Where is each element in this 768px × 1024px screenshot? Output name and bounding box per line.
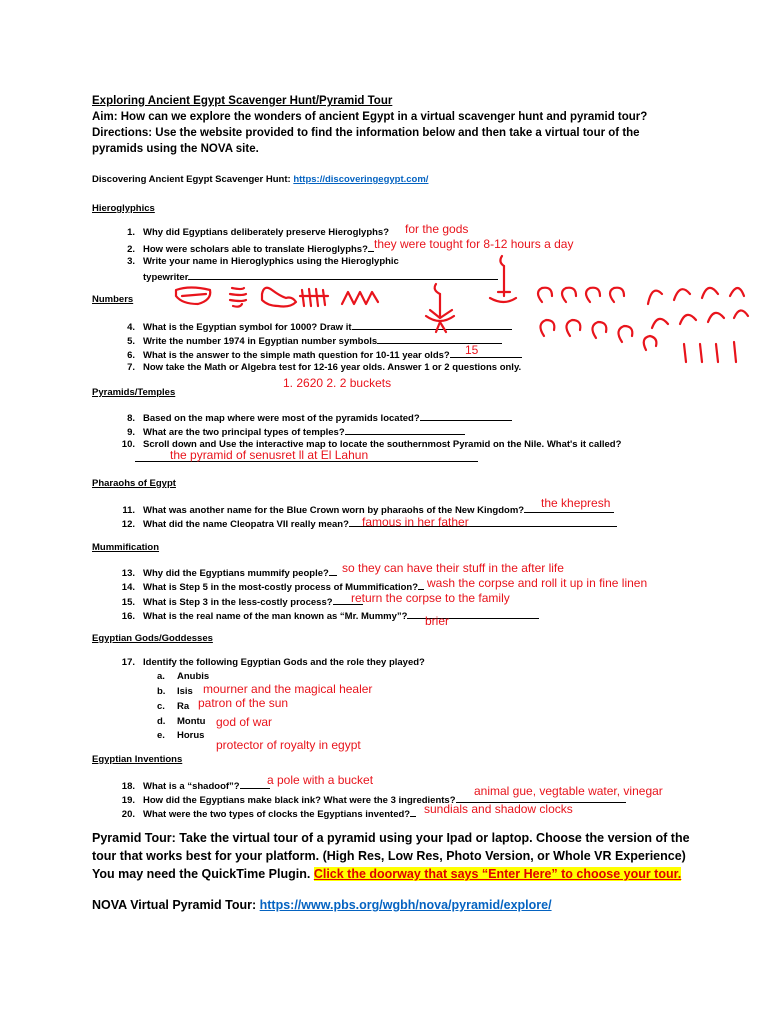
god-b: b. Isis [157, 686, 193, 697]
god-c: c. Ra [157, 701, 190, 712]
nova-link[interactable]: https://www.pbs.org/wgbh/nova/pyramid/explore/ [259, 898, 552, 912]
answer-7: 1. 2620 2. 2 buckets [283, 376, 392, 390]
question-3: 3. Write your name in Hieroglyphics using the Hieroglyphic [127, 256, 399, 267]
answer-ra: patron of the sun [198, 696, 289, 710]
question-7: 7. Now take the Math or Algebra test for 12-16 year olds. Answer 1 or 2 questions only. [127, 362, 522, 373]
question-6: 6. What is the answer to the simple math question for 10-11 year olds? [113, 348, 522, 361]
question-16: 16. What is the real name of the man known as “Mr. Mummy”? [113, 609, 539, 622]
nova-label: NOVA Virtual Pyramid Tour: [92, 898, 260, 912]
answer-6: 15 [465, 343, 479, 357]
question-3-cont: typewriter [113, 270, 498, 283]
answer-16: brier [425, 614, 450, 628]
arch-symbols-row1 [648, 288, 744, 304]
question-19: 19. How did the Egyptians make black ink? What were the 3 ingredients? [113, 793, 626, 806]
coil-symbols-row2 [540, 320, 656, 350]
answer-18: a pole with a bucket [267, 773, 374, 787]
worksheet-title: Exploring Ancient Egypt Scavenger Hunt/Pyramid Tour [92, 95, 393, 107]
section-pyramids: Pyramids/Temples [92, 387, 176, 398]
god-a: a. Anubis [157, 671, 210, 682]
question-13: 13. Why did the Egyptians mummify people? [113, 566, 337, 579]
answer-2: they were tought for 8-12 hours a day [374, 237, 574, 251]
section-hieroglyphics: Hieroglyphics [92, 203, 155, 214]
question-17: 17. Identify the following Egyptian Gods and the role they played? [121, 657, 425, 668]
name-glyph-water [342, 292, 378, 304]
answer-1: for the gods [405, 222, 469, 236]
stroke-symbols [684, 342, 736, 362]
name-glyph-flax [300, 289, 328, 306]
answer-14: wash the corpse and roll it up in fine linen [427, 576, 648, 590]
answer-12: famous in her father [362, 515, 469, 529]
question-9: 9. What are the two principal types of temples? [113, 425, 465, 438]
answer-20: sundials and shadow clocks [424, 802, 573, 816]
god-e: e. Horus [157, 730, 205, 741]
question-4: 4. What is the Egyptian symbol for 1000? Draw it [113, 320, 512, 333]
answer-horus: protector of royalty in egypt [216, 738, 361, 752]
hunt-label: Discovering Ancient Egypt Scavenger Hunt: [92, 174, 294, 185]
aim-text: Aim: How can we explore the wonders of ancient Egypt in a virtual scavenger hunt and pyramid tour? [92, 111, 648, 123]
question-11: 11. What was another name for the Blue Crown worn by pharaohs of the New Kingdom? [113, 503, 614, 516]
question-12: 12. What did the name Cleopatra VII really mean? [113, 517, 617, 530]
name-glyph-reed [230, 288, 246, 307]
section-inventions: Egyptian Inventions [92, 754, 183, 765]
question-1: 1. Why did Egyptians deliberately preserve Hieroglyphs? [127, 227, 390, 238]
answer-19: animal gue, vegtable water, vinegar [474, 784, 663, 798]
lotus-number-glyph [490, 256, 516, 302]
answer-13: so they can have their stuff in the after life [342, 561, 564, 575]
enter-here-highlight: Click the doorway that says “Enter Here” to choose your tour. [313, 867, 682, 881]
lotus-1000-glyph [426, 284, 454, 332]
question-15: 15. What is Step 3 in the less-costly process? [113, 595, 363, 608]
section-numbers: Numbers [92, 294, 134, 305]
name-glyph-lion [262, 288, 296, 307]
question-20: 20. What were the two types of clocks the Egyptians invented? [113, 807, 416, 820]
god-d: d. Montu [157, 716, 206, 727]
question-5: 5. Write the number 1974 in Egyptian number symbols [113, 334, 502, 347]
answer-montu: god of war [216, 715, 273, 729]
section-gods: Egyptian Gods/Goddesses [92, 633, 213, 644]
question-18: 18. What is a “shadoof”? [113, 779, 270, 792]
question-8: 8. Based on the map where were most of the pyramids located? [113, 411, 512, 424]
coil-symbols-row1 [538, 288, 624, 302]
question-10: 10. Scroll down and Use the interactive map to locate the southernmost Pyramid on the Nile. What's it called? [121, 439, 622, 450]
answer-10: the pyramid of senusret ll at El Lahun [170, 448, 369, 462]
answer-11: the khepresh [541, 496, 611, 510]
question-14: 14. What is Step 5 in the most-costly process of Mummification? [113, 580, 424, 593]
pyramid-tour-text: Pyramid Tour: Take the virtual tour of a pyramid using your Ipad or laptop. Choose the version of the tour that works best for your platform. (High Res, Low Res, Photo Version, or Whole VR Experience) You may need the QuickTime Plugin. [92, 831, 690, 881]
answer-isis: mourner and the magical healer [203, 682, 373, 696]
section-pharaohs: Pharaohs of Egypt [92, 478, 176, 489]
directions-text: Directions: Use the website provided to find the information below and then take a virtual tour of the pyramids using the NOVA site. [92, 127, 640, 155]
answer-15: return the corpse to the family [351, 591, 510, 605]
section-mummification: Mummification [92, 542, 160, 553]
arch-symbols-row2 [652, 310, 748, 328]
name-glyph-mouth [176, 288, 210, 305]
hunt-link[interactable]: https://discoveringegypt.com/ [293, 174, 429, 185]
question-2: 2. How were scholars able to translate Hieroglyphs? [113, 242, 374, 255]
